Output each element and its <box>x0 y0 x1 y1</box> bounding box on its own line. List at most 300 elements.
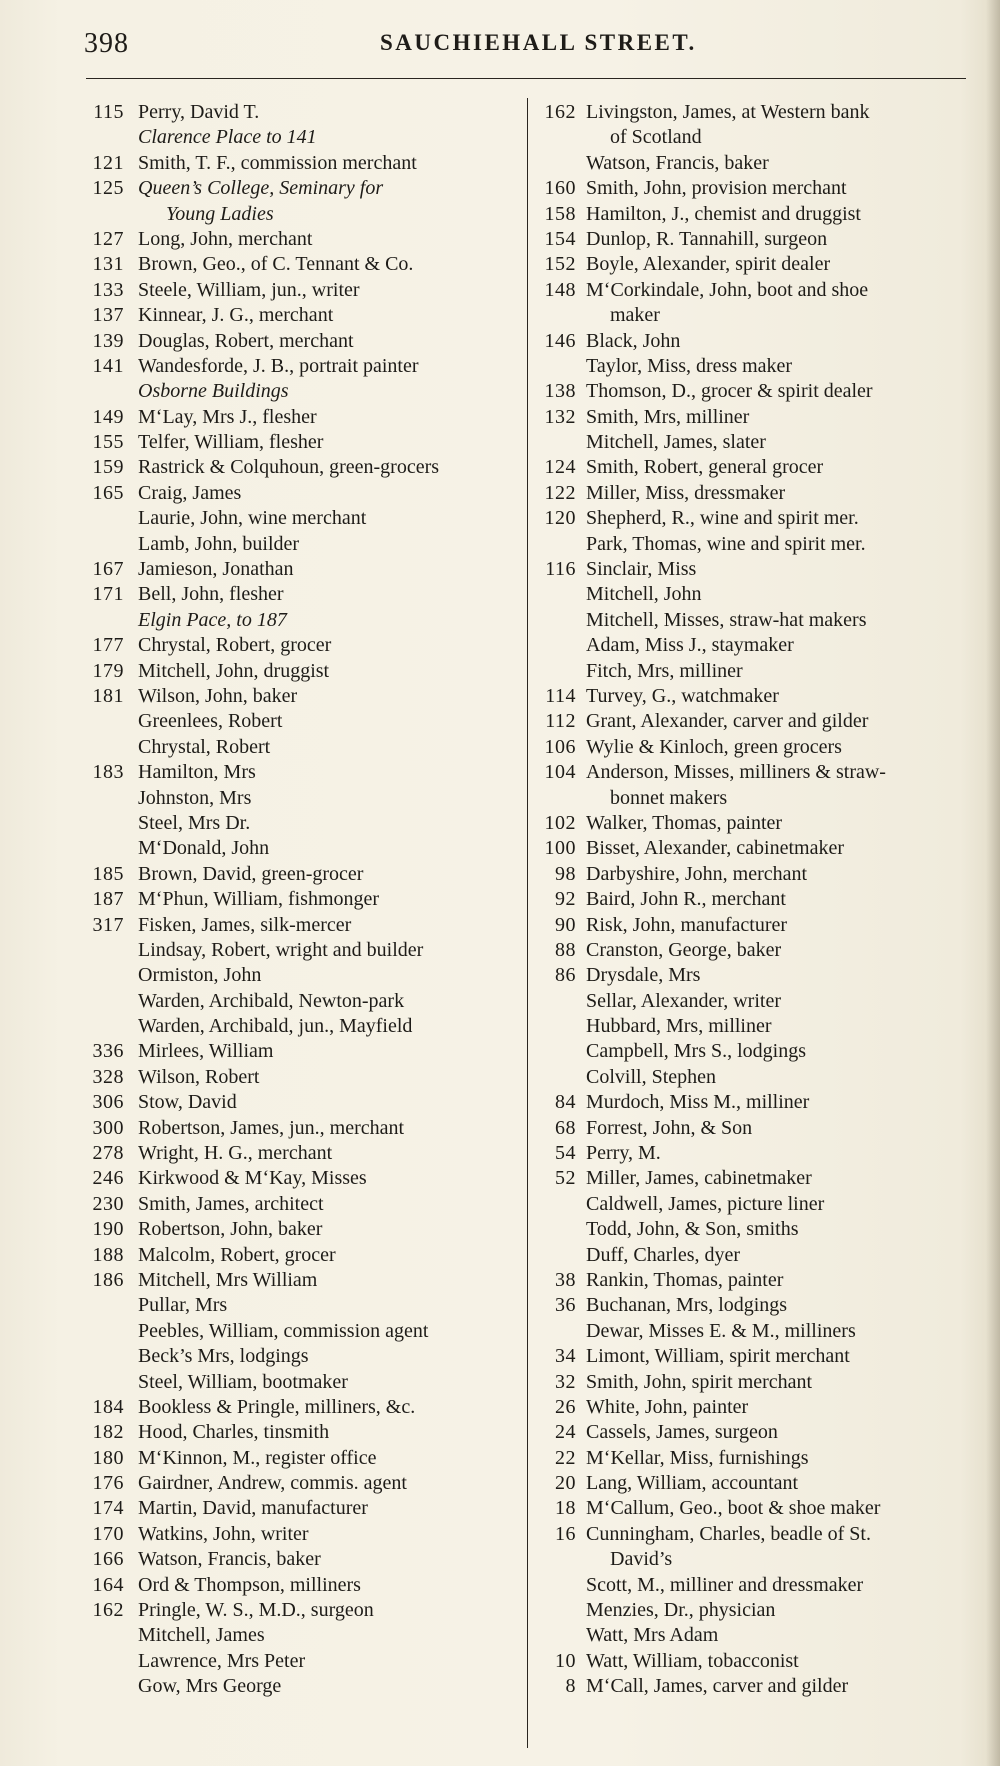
house-number: 246 <box>92 1167 124 1190</box>
entry-text: Ord & Thompson, milliners <box>138 1573 361 1596</box>
entry-text: Peebles, William, commission agent <box>138 1319 429 1342</box>
entry-text: M‘Phun, William, fishmonger <box>138 888 380 911</box>
directory-entry <box>84 1141 520 1166</box>
house-number: 98 <box>555 862 576 885</box>
entry-text: Osborne Buildings <box>138 380 289 403</box>
directory-entry <box>530 938 960 963</box>
directory-entry <box>84 252 520 277</box>
entry-text: Chrystal, Robert, grocer <box>138 634 332 657</box>
entry-text: Wilson, Robert <box>138 1065 260 1088</box>
directory-entry <box>530 1446 960 1471</box>
directory-entry <box>84 989 520 1014</box>
entry-text: Mitchell, James <box>138 1624 265 1647</box>
directory-entry <box>84 1192 520 1217</box>
entry-text: Mirlees, William <box>138 1040 274 1063</box>
entry-text: Malcolm, Robert, grocer <box>138 1243 336 1266</box>
directory-entry <box>84 633 520 658</box>
entry-text: Robertson, John, baker <box>138 1218 323 1241</box>
entry-text: Mitchell, James, slater <box>586 431 766 454</box>
house-number: 54 <box>555 1142 576 1165</box>
directory-entry <box>530 1166 960 1191</box>
entry-text: Telfer, William, flesher <box>138 431 324 454</box>
house-number: 177 <box>92 634 124 657</box>
house-number: 86 <box>555 964 576 987</box>
directory-entry <box>84 582 520 607</box>
entry-text: Young Ladies <box>166 202 274 225</box>
entry-text: Wandesforde, J. B., portrait painter <box>138 354 419 377</box>
directory-entry <box>530 608 960 633</box>
house-number: 176 <box>92 1472 124 1495</box>
running-title: SAUCHIEHALL STREET. <box>380 30 697 55</box>
entry-text: Clarence Place to 141 <box>138 126 317 149</box>
directory-entry <box>84 1496 520 1521</box>
directory-entry <box>530 176 960 201</box>
directory-entry <box>84 481 520 506</box>
house-number: 18 <box>555 1497 576 1520</box>
directory-entry <box>530 633 960 658</box>
house-number: 146 <box>544 329 576 352</box>
directory-entry <box>84 1065 520 1090</box>
entry-text: Miller, James, cabinetmaker <box>586 1167 812 1190</box>
directory-entry <box>530 1623 960 1648</box>
entry-text: Menzies, Dr., physician <box>586 1599 776 1622</box>
entry-text: Boyle, Alexander, spirit dealer <box>586 253 831 276</box>
house-number: 317 <box>92 913 124 936</box>
entry-text: Drysdale, Mrs <box>586 964 701 987</box>
directory-entry <box>84 125 520 150</box>
house-number: 127 <box>92 227 124 250</box>
entry-text: Mitchell, Mrs William <box>138 1268 318 1291</box>
entry-text: Cassels, James, surgeon <box>586 1421 778 1444</box>
entry-text: Kirkwood & M‘Kay, Misses <box>138 1167 367 1190</box>
directory-entry <box>530 760 960 785</box>
entry-text: Mitchell, John, druggist <box>138 659 330 682</box>
entry-text: Robertson, James, jun., merchant <box>138 1116 405 1139</box>
directory-entry <box>530 100 960 125</box>
entry-text: Miller, Miss, dressmaker <box>586 481 786 504</box>
directory-entry <box>84 1090 520 1115</box>
house-number: 336 <box>92 1040 124 1063</box>
entry-text: Forrest, John, & Son <box>586 1116 753 1139</box>
directory-entry <box>84 100 520 125</box>
entry-text: Martin, David, manufacturer <box>138 1497 368 1520</box>
entry-text: Colvill, Stephen <box>586 1065 716 1088</box>
directory-entry <box>530 1319 960 1344</box>
directory-entry <box>530 1471 960 1496</box>
directory-entry <box>530 1268 960 1293</box>
house-number: 52 <box>555 1167 576 1190</box>
house-number: 181 <box>92 684 124 707</box>
house-number: 164 <box>92 1573 124 1596</box>
entry-text: Douglas, Robert, merchant <box>138 329 354 352</box>
entry-text: Greenlees, Robert <box>138 710 283 733</box>
house-number: 16 <box>555 1522 576 1545</box>
house-number: 32 <box>555 1370 576 1393</box>
entry-text: Pringle, W. S., M.D., surgeon <box>138 1599 374 1622</box>
entry-text: Smith, Robert, general grocer <box>586 456 824 479</box>
entry-text: Dunlop, R. Tannahill, surgeon <box>586 227 828 250</box>
directory-entry <box>84 913 520 938</box>
directory-entry <box>84 1166 520 1191</box>
house-number: 115 <box>93 101 124 123</box>
directory-entry <box>84 278 520 303</box>
house-number: 102 <box>544 811 576 834</box>
directory-entry <box>530 1014 960 1039</box>
page-number: 398 <box>84 28 129 59</box>
entry-text: Baird, John R., merchant <box>586 888 786 911</box>
entry-text: David’s <box>610 1548 673 1571</box>
directory-entry <box>530 836 960 861</box>
house-number: 120 <box>544 507 576 530</box>
house-number: 152 <box>544 253 576 276</box>
directory-entry <box>530 963 960 988</box>
entry-text: Lang, William, accountant <box>586 1472 799 1495</box>
entry-text: Stow, David <box>138 1091 237 1114</box>
entry-text: Watson, Francis, baker <box>138 1548 321 1571</box>
directory-entry <box>530 1141 960 1166</box>
entry-text: Gow, Mrs George <box>138 1675 282 1698</box>
house-number: 166 <box>92 1548 124 1571</box>
directory-entry <box>84 506 520 531</box>
house-number: 26 <box>555 1395 576 1418</box>
directory-entry <box>530 582 960 607</box>
directory-entry <box>84 354 520 379</box>
house-number: 306 <box>92 1091 124 1114</box>
house-number: 121 <box>92 151 124 174</box>
directory-entry <box>84 659 520 684</box>
entry-text: Johnston, Mrs <box>138 786 252 809</box>
directory-entry <box>84 1395 520 1420</box>
entry-text: Anderson, Misses, milliners & straw- <box>586 761 886 784</box>
entry-text: Bell, John, flesher <box>138 583 284 606</box>
entry-text: Livingston, James, at Western bank <box>586 101 870 123</box>
entry-text: Elgin Pace, to 187 <box>138 608 287 631</box>
directory-entry <box>84 862 520 887</box>
house-number: 180 <box>92 1446 124 1469</box>
directory-entry <box>84 1420 520 1445</box>
directory-entry <box>84 760 520 785</box>
directory-entry <box>84 1217 520 1242</box>
house-number: 154 <box>544 227 576 250</box>
entry-text: Smith, James, architect <box>138 1192 324 1215</box>
entry-text: Cranston, George, baker <box>586 938 782 961</box>
house-number: 139 <box>92 329 124 352</box>
directory-entry <box>84 455 520 480</box>
directory-entry <box>530 989 960 1014</box>
house-number: 187 <box>92 888 124 911</box>
directory-entry <box>530 1496 960 1521</box>
directory-entry <box>84 938 520 963</box>
entry-text: Warden, Archibald, Newton-park <box>138 989 405 1012</box>
directory-entry <box>84 1014 520 1039</box>
directory-entry <box>84 1573 520 1598</box>
header-rule <box>86 78 966 79</box>
directory-entry <box>530 1547 960 1572</box>
house-number: 141 <box>92 354 124 377</box>
directory-entry <box>84 1547 520 1572</box>
directory-entry <box>530 786 960 811</box>
entry-text: Steel, William, bootmaker <box>138 1370 348 1393</box>
entry-text: Adam, Miss J., staymaker <box>586 634 794 657</box>
entry-text: Risk, John, manufacturer <box>586 913 788 936</box>
directory-entry <box>84 557 520 582</box>
entry-text: Bisset, Alexander, cabinetmaker <box>586 837 844 860</box>
entry-text: Hamilton, Mrs <box>138 761 256 784</box>
house-number: 230 <box>92 1192 124 1215</box>
directory-entry <box>530 1039 960 1064</box>
directory-entry <box>530 1116 960 1141</box>
house-number: 182 <box>92 1421 124 1444</box>
directory-entry <box>530 1065 960 1090</box>
directory-entry <box>530 557 960 582</box>
entry-text: Kinnear, J. G., merchant <box>138 304 334 327</box>
house-number: 185 <box>92 862 124 885</box>
directory-entry <box>84 405 520 430</box>
house-number: 160 <box>544 177 576 200</box>
house-number: 183 <box>92 761 124 784</box>
entry-text: Todd, John, & Son, smiths <box>586 1218 799 1241</box>
directory-entry <box>530 1674 960 1699</box>
house-number: 92 <box>555 888 576 911</box>
directory-entry <box>530 811 960 836</box>
house-number: 10 <box>555 1649 576 1672</box>
directory-entry <box>530 684 960 709</box>
entry-text: Hubbard, Mrs, milliner <box>586 1015 772 1038</box>
directory-entry <box>530 1192 960 1217</box>
directory-entry <box>84 1471 520 1496</box>
entry-text: Dewar, Misses E. & M., milliners <box>586 1319 856 1342</box>
directory-entry <box>530 1598 960 1623</box>
house-number: 300 <box>92 1116 124 1139</box>
directory-entry <box>530 405 960 430</box>
house-number: 188 <box>92 1243 124 1266</box>
directory-entry <box>530 1293 960 1318</box>
directory-entry <box>530 1217 960 1242</box>
entry-text: Mitchell, John <box>586 583 702 606</box>
entry-text: Murdoch, Miss M., milliner <box>586 1091 810 1114</box>
house-number: 106 <box>544 735 576 758</box>
directory-entry <box>530 532 960 557</box>
house-number: 190 <box>92 1218 124 1241</box>
house-number: 174 <box>92 1497 124 1520</box>
directory-entry <box>84 1674 520 1699</box>
house-number: 165 <box>92 481 124 504</box>
directory-entry <box>530 202 960 227</box>
entry-text: Mitchell, Misses, straw-hat makers <box>586 608 867 631</box>
entry-text: Gairdner, Andrew, commis. agent <box>138 1472 407 1495</box>
entry-text: Buchanan, Mrs, lodgings <box>586 1294 788 1317</box>
entry-text: Hamilton, J., chemist and druggist <box>586 202 861 225</box>
directory-entry <box>530 455 960 480</box>
directory-entry <box>530 252 960 277</box>
directory-entry <box>530 1370 960 1395</box>
entry-text: of Scotland <box>610 126 702 149</box>
entry-text: Grant, Alexander, carver and gilder <box>586 710 869 733</box>
entry-text: Warden, Archibald, jun., Mayfield <box>138 1015 413 1038</box>
entry-text: Perry, David T. <box>138 101 260 123</box>
house-number: 186 <box>92 1268 124 1291</box>
house-number: 122 <box>544 481 576 504</box>
house-number: 328 <box>92 1065 124 1088</box>
page-edge-shadow <box>986 0 1000 1766</box>
entry-text: M‘Donald, John <box>138 837 270 860</box>
directory-entry <box>84 532 520 557</box>
directory-entry <box>84 151 520 176</box>
house-number: 88 <box>555 938 576 961</box>
entry-text: Park, Thomas, wine and spirit mer. <box>586 532 866 555</box>
entry-text: Craig, James <box>138 481 242 504</box>
directory-entry <box>530 227 960 252</box>
entry-text: M‘Lay, Mrs J., flesher <box>138 405 317 428</box>
directory-entry <box>530 913 960 938</box>
entry-text: White, John, painter <box>586 1395 749 1418</box>
entry-text: Fitch, Mrs, milliner <box>586 659 743 682</box>
entry-text: Jamieson, Jonathan <box>138 558 294 581</box>
column-divider <box>527 98 528 1748</box>
house-number: 68 <box>555 1116 576 1139</box>
entry-text: Queen’s College, Seminary for <box>138 177 384 200</box>
entry-text: Shepherd, R., wine and spirit mer. <box>586 507 859 530</box>
entry-text: Limont, William, spirit merchant <box>586 1345 850 1368</box>
entry-text: Smith, T. F., commission merchant <box>138 151 417 174</box>
directory-entry <box>530 329 960 354</box>
house-number: 90 <box>555 913 576 936</box>
directory-entry <box>530 278 960 303</box>
entry-text: Thomson, D., grocer & spirit dealer <box>586 380 873 403</box>
directory-entry <box>530 506 960 531</box>
house-number: 104 <box>544 761 576 784</box>
entry-text: Wylie & Kinloch, green grocers <box>586 735 842 758</box>
directory-entry <box>530 1395 960 1420</box>
directory-entry <box>84 303 520 328</box>
directory-entry <box>84 786 520 811</box>
entry-text: Sellar, Alexander, writer <box>586 989 781 1012</box>
entry-text: Rankin, Thomas, painter <box>586 1268 784 1291</box>
entry-text: Bookless & Pringle, milliners, &c. <box>138 1395 416 1418</box>
house-number: 22 <box>555 1446 576 1469</box>
directory-entry <box>84 608 520 633</box>
entry-text: Caldwell, James, picture liner <box>586 1192 825 1215</box>
entry-text: Sinclair, Miss <box>586 558 697 581</box>
house-number: 116 <box>545 558 576 581</box>
entry-text: M‘Corkindale, John, boot and shoe <box>586 278 869 301</box>
directory-entry <box>84 176 520 201</box>
entry-text: maker <box>610 304 660 327</box>
entry-text: Black, John <box>586 329 681 352</box>
directory-entry <box>84 963 520 988</box>
directory-entry <box>84 1116 520 1141</box>
entry-text: M‘Kellar, Miss, furnishings <box>586 1446 809 1469</box>
house-number: 34 <box>555 1345 576 1368</box>
directory-entry <box>84 1039 520 1064</box>
house-number: 158 <box>544 202 576 225</box>
entry-text: Steele, William, jun., writer <box>138 278 360 301</box>
house-number: 159 <box>92 456 124 479</box>
directory-entry <box>84 430 520 455</box>
entry-text: Campbell, Mrs S., lodgings <box>586 1040 807 1063</box>
directory-entry <box>530 887 960 912</box>
entry-text: Steel, Mrs Dr. <box>138 811 251 834</box>
directory-entry <box>530 709 960 734</box>
right-column <box>530 100 960 1700</box>
directory-entry <box>530 379 960 404</box>
entry-text: Watkins, John, writer <box>138 1522 309 1545</box>
directory-entry <box>530 1420 960 1445</box>
house-number: 162 <box>92 1599 124 1622</box>
directory-entry <box>84 1268 520 1293</box>
house-number: 179 <box>92 659 124 682</box>
house-number: 100 <box>544 837 576 860</box>
entry-text: Beck’s Mrs, lodgings <box>138 1345 309 1368</box>
directory-entry <box>530 1243 960 1268</box>
entry-text: Rastrick & Colquhoun, green-grocers <box>138 456 440 479</box>
directory-entry <box>84 1522 520 1547</box>
directory-entry <box>530 303 960 328</box>
directory-entry <box>84 887 520 912</box>
entry-text: Watt, Mrs Adam <box>586 1624 719 1647</box>
directory-entry <box>84 836 520 861</box>
directory-entry <box>84 227 520 252</box>
directory-entry <box>84 735 520 760</box>
entry-text: M‘Kinnon, M., register office <box>138 1446 377 1469</box>
directory-entry <box>84 1293 520 1318</box>
entry-text: M‘Call, James, carver and gilder <box>586 1675 849 1698</box>
directory-entry <box>84 1649 520 1674</box>
entry-text: Wilson, John, baker <box>138 684 298 707</box>
house-number: 162 <box>544 101 576 123</box>
entry-text: Smith, Mrs, milliner <box>586 405 750 428</box>
directory-entry <box>530 481 960 506</box>
directory-entry <box>530 430 960 455</box>
house-number: 84 <box>555 1091 576 1114</box>
entry-text: Laurie, John, wine merchant <box>138 507 367 530</box>
entry-text: Smith, John, provision merchant <box>586 177 847 200</box>
directory-entry <box>530 735 960 760</box>
house-number: 278 <box>92 1142 124 1165</box>
directory-entry <box>530 659 960 684</box>
entry-text: Duff, Charles, dyer <box>586 1243 741 1266</box>
entry-text: Fisken, James, silk-mercer <box>138 913 352 936</box>
house-number: 36 <box>555 1294 576 1317</box>
house-number: 138 <box>544 380 576 403</box>
entry-text: bonnet makers <box>610 786 728 809</box>
entry-text: Lawrence, Mrs Peter <box>138 1649 306 1672</box>
house-number: 8 <box>565 1675 576 1698</box>
directory-entry <box>530 354 960 379</box>
entry-text: Cunningham, Charles, beadle of St. <box>586 1522 871 1545</box>
entry-text: Darbyshire, John, merchant <box>586 862 808 885</box>
directory-entry <box>530 1344 960 1369</box>
house-number: 125 <box>92 177 124 200</box>
directory-entry <box>530 1649 960 1674</box>
house-number: 155 <box>92 431 124 454</box>
house-number: 133 <box>92 278 124 301</box>
directory-entry <box>84 1623 520 1648</box>
entry-text: Watson, Francis, baker <box>586 151 769 174</box>
house-number: 167 <box>92 558 124 581</box>
entry-text: Walker, Thomas, painter <box>586 811 783 834</box>
entry-text: Long, John, merchant <box>138 227 313 250</box>
directory-entry <box>84 202 520 227</box>
directory-entry <box>530 1090 960 1115</box>
entry-text: Lindsay, Robert, wright and builder <box>138 938 424 961</box>
directory-entry <box>530 151 960 176</box>
house-number: 132 <box>544 405 576 428</box>
entry-text: Chrystal, Robert <box>138 735 271 758</box>
house-number: 148 <box>544 278 576 301</box>
house-number: 170 <box>92 1522 124 1545</box>
directory-entry <box>84 379 520 404</box>
